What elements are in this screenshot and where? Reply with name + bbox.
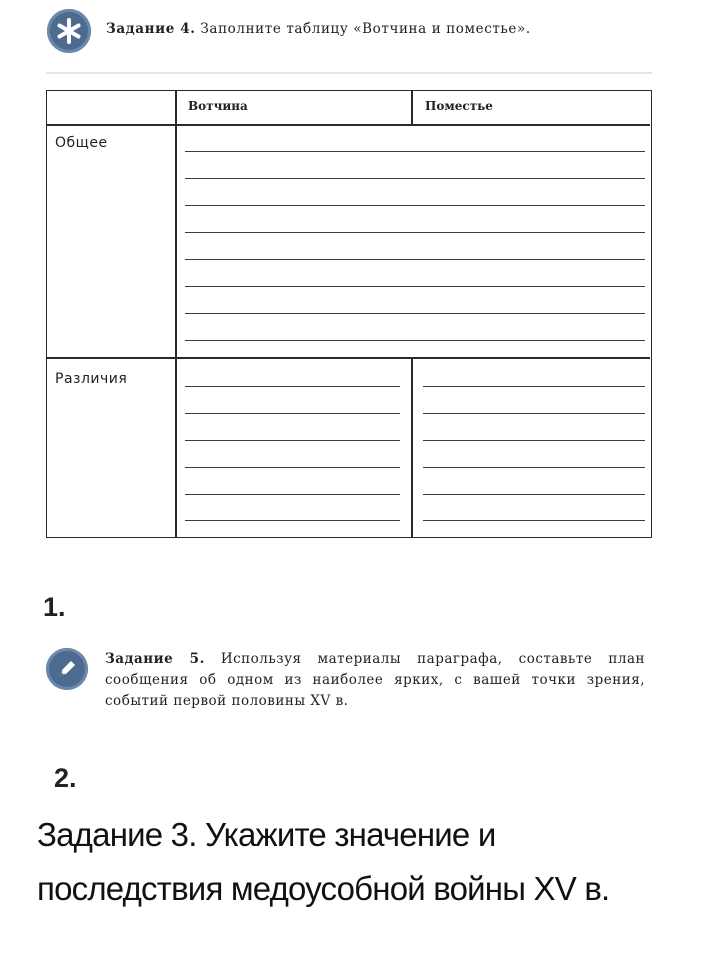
- answer-line[interactable]: [185, 386, 400, 387]
- asterisk-icon: [47, 9, 91, 53]
- col-divider: [411, 358, 413, 537]
- header-pomestye: Поместье: [425, 99, 493, 113]
- faint-divider: [46, 72, 652, 74]
- answer-line[interactable]: [185, 313, 645, 314]
- answer-line[interactable]: [185, 286, 645, 287]
- col-divider: [411, 91, 413, 125]
- header-votchina: Вотчина: [188, 99, 248, 113]
- answer-line[interactable]: [185, 440, 400, 441]
- answer-line[interactable]: [423, 440, 645, 441]
- answer-line[interactable]: [423, 494, 645, 495]
- answer-line[interactable]: [423, 386, 645, 387]
- answer-line[interactable]: [185, 232, 645, 233]
- answer-number-1: 1.: [43, 592, 66, 622]
- row-label-common: Общее: [55, 135, 108, 151]
- answer-line[interactable]: [423, 467, 645, 468]
- answer-line[interactable]: [185, 178, 645, 179]
- answer-line[interactable]: [423, 413, 645, 414]
- task5-label: Задание 5.: [105, 651, 205, 667]
- row-divider: [47, 124, 650, 126]
- col-divider: [175, 91, 177, 537]
- votchina-pomestye-table: [46, 90, 652, 538]
- answer-line[interactable]: [185, 259, 645, 260]
- task4-label: Задание 4.: [106, 21, 196, 37]
- pencil-icon: [46, 648, 88, 690]
- answer-line[interactable]: [185, 151, 645, 152]
- answer-line[interactable]: [185, 340, 645, 341]
- task4-text: Заполните таблицу «Вотчина и поместье».: [200, 21, 531, 37]
- answer-line[interactable]: [185, 520, 400, 521]
- row-divider: [47, 357, 650, 359]
- task3-text: Задание 3. Укажите значение и последствия медоусобной войны XV в.: [37, 816, 610, 907]
- task5-text-block: [105, 649, 645, 712]
- answer-line[interactable]: [185, 205, 645, 206]
- answer-line[interactable]: [423, 520, 645, 521]
- answer-line[interactable]: [185, 413, 400, 414]
- task5-text: Используя материалы параграфа, составьте план сообщения об одном из наиболее ярких, с вашей точки зрения, событий первой половины XV в.: [105, 651, 645, 709]
- task4-title: [106, 21, 531, 37]
- answer-line[interactable]: [185, 467, 400, 468]
- row-label-differences: Различия: [55, 371, 128, 387]
- answer-line[interactable]: [185, 494, 400, 495]
- answer-number-2: 2.: [54, 763, 77, 793]
